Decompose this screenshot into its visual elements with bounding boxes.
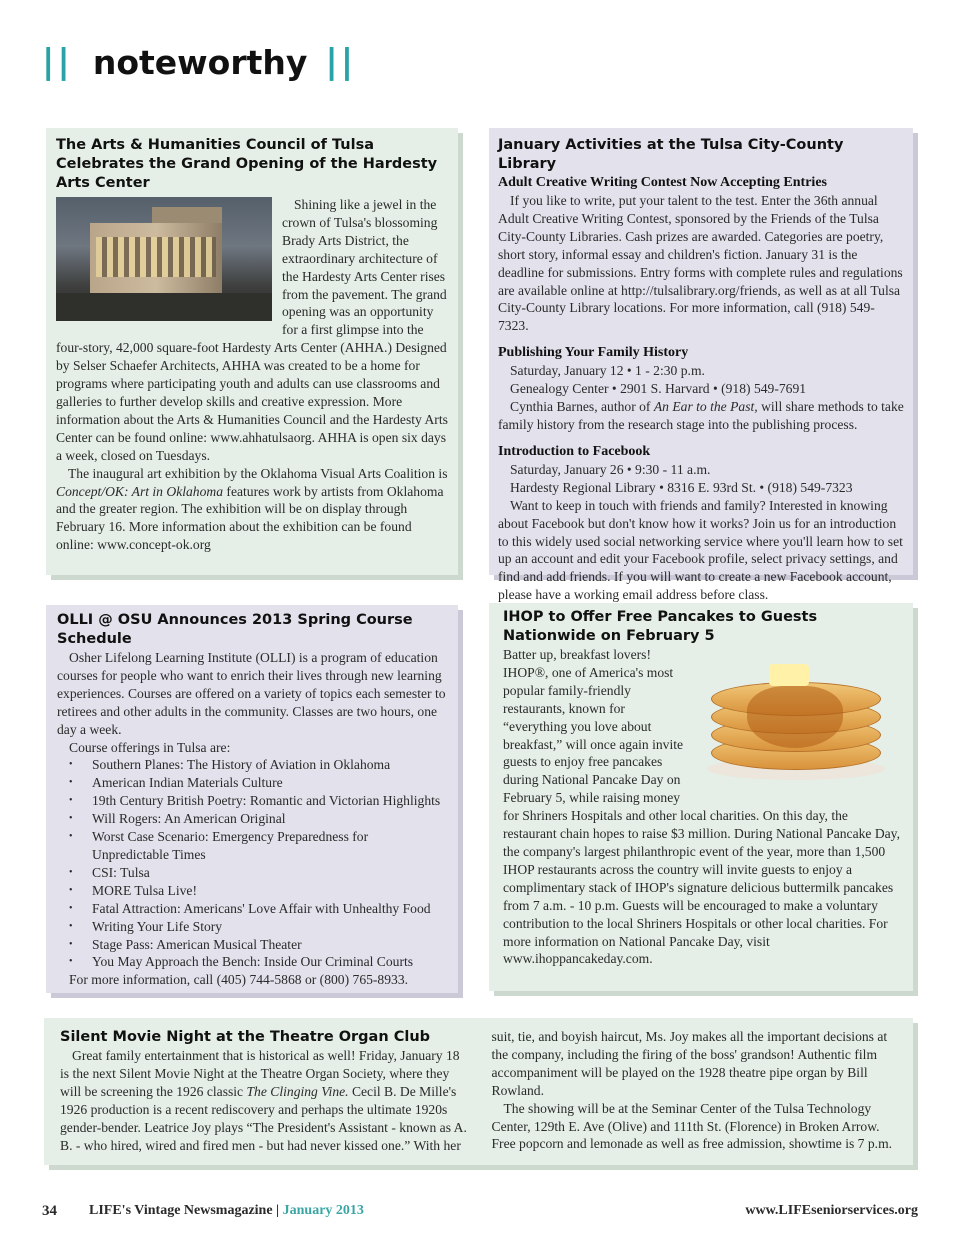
facebook-where: Hardesty Regional Library • 8316 E. 93rd St. • (918) 549-7323 — [510, 479, 853, 495]
bullet-icon: • — [69, 813, 73, 825]
book-title: An Ear to the Past, — [653, 399, 758, 415]
family-history-heading: Publishing Your Family History — [498, 345, 689, 361]
page-number: 34 — [42, 1203, 57, 1219]
course-label: Stage Pass: American Musical Theater — [92, 936, 302, 952]
silent-movie-article — [44, 1018, 913, 1165]
section-header — [42, 40, 356, 84]
silent-movie-title: Silent Movie Night at the Theatre Organ Club — [60, 1029, 431, 1045]
course-list — [57, 756, 448, 971]
olli-offerings-label: Course offerings in Tulsa are: — [69, 739, 231, 755]
bullet-icon: • — [69, 831, 73, 843]
course-label: Southern Planes: The History of Aviation in Oklahoma — [92, 757, 391, 773]
course-item — [69, 882, 448, 900]
course-label: CSI: Tulsa — [92, 864, 150, 880]
facebook-heading: Introduction to Facebook — [498, 443, 651, 459]
ihop-article — [489, 603, 913, 991]
bullet-icon: • — [69, 759, 73, 771]
course-item — [69, 900, 448, 918]
facebook-when: Saturday, January 26 • 9:30 - 11 a.m. — [510, 461, 711, 477]
course-label: Writing Your Life Story — [92, 918, 223, 934]
course-label: You May Approach the Bench: Inside Our Criminal Courts — [92, 954, 414, 970]
olli-title: OLLI @ OSU Announces 2013 Spring Course Schedule — [57, 612, 413, 647]
film-title: The Clinging Vine. — [246, 1083, 349, 1099]
bullet-icon: • — [69, 920, 73, 932]
course-item — [69, 918, 448, 936]
family-history-text: Cynthia Barnes, author of — [510, 399, 654, 415]
bullet-icon: • — [69, 938, 73, 950]
course-item — [69, 756, 448, 774]
facebook-body: Want to keep in touch with friends and family? Interested in knowing about Facebook but don't know how it works? Join us for an introduction to this widely used social networking service where you'll learn how to set up an account and edit your Facebook profile, select privacy settings, and find and add friends. If you will want to create a new Facebook account, please have a working email address before class. — [498, 497, 903, 603]
bullet-icon: • — [69, 884, 73, 896]
page-footer — [42, 1203, 918, 1223]
library-article — [489, 128, 913, 603]
hardesty-building-photo — [56, 197, 272, 321]
arts-paragraph-2 — [56, 465, 448, 555]
silent-movie-columns — [60, 1028, 899, 1156]
library-title: January Activities at the Tulsa City-County Library — [498, 137, 844, 172]
bullet-icon: • — [69, 866, 73, 878]
course-label: Worst Case Scenario: Emergency Preparedness for Unpredictable Times — [92, 829, 369, 862]
magazine-name — [89, 1203, 364, 1219]
course-label: American Indian Materials Culture — [92, 775, 283, 791]
course-item — [69, 774, 448, 792]
bullet-icon: • — [69, 956, 73, 968]
issue-date: January 2013 — [282, 1203, 364, 1218]
course-item — [69, 864, 448, 882]
header-bars-right: || — [325, 42, 357, 82]
silent-p1-rest: Cecil B. De Mille's 1926 production is a recent rediscovery and perhaps the ultimate 1920s gender-bender. Leatrice Joy plays “The President's Assistant - known as A. B. - who hired, wired and fired men - but had never kissed one.” With her suit, tie, and boyish haircut, Ms. Joy makes all the important decisions at the company, including the firing of the boss' grandson! Authentic film accompaniment will be played on the 1928 theatre pipe organ by Bill Rowland. — [60, 1029, 888, 1153]
bullet-icon: • — [69, 795, 73, 807]
course-item — [69, 792, 448, 810]
header-bars-left: || — [42, 42, 73, 82]
family-history-body — [498, 398, 905, 434]
course-item — [69, 953, 448, 971]
family-history-where: Genealogy Center • 2901 S. Harvard • (918) 549-7691 — [510, 381, 807, 397]
arts-title: The Arts & Humanities Council of Tulsa Celebrates the Grand Opening of the Hardesty Arts Center — [56, 137, 438, 191]
course-item — [69, 810, 448, 828]
website-url: www.LIFEseniorservices.org — [745, 1203, 918, 1218]
course-item — [69, 828, 448, 864]
ihop-body: Batter up, breakfast lovers! IHOP®, one of America's most popular family-friendly restaurants, known for “everything you love about breakfast,” will once again invite guests to enjoy free pancakes during National Pancake Day on February 5, while raising money for Shriners Hospitals and other local charities. On this day, the restaurant chain hopes to raise $3 million. During National Pancake Day, the company's largest philanthropic event of the year, more than 1,500 IHOP restaurants across the country will invite guests to enjoy a complimentary stack of IHOP's signature delicious buttermilk pancakes from 7 a.m. - 10 p.m. Guests will be encouraged to make a voluntary contribution to the local Shriners Hospitals or other local charities. For more information on National Pancake Day, visit www.ihoppancakeday.com. — [503, 647, 900, 967]
olli-contact: For more information, call (405) 744-5868 or (800) 765-8933. — [69, 972, 409, 988]
family-history-when: Saturday, January 12 • 1 - 2:30 p.m. — [510, 363, 705, 379]
page-title: noteworthy — [92, 42, 308, 82]
bullet-icon: • — [69, 902, 73, 914]
arts-article — [46, 128, 458, 575]
family-history-rest: will share methods to take family history from the research stage into the publishing process. — [498, 399, 904, 432]
course-label: 19th Century British Poetry: Romantic and Victorian Highlights — [92, 793, 441, 809]
course-item — [69, 936, 448, 954]
writing-contest-heading: Adult Creative Writing Contest Now Accepting Entries — [498, 175, 827, 190]
arts-paragraph-1: Shining like a jewel in the crown of Tulsa's blossoming Brady Arts District, the extraordinary architecture of the Hardesty Arts Center rises from the pavement. The grand opening was an opportunity for a first glimpse into the four-story, 42,000 square-foot Hardesty Arts Center (AHHA.) Designed by Selser Schaefer Architects, AHHA was created to be a home for programs where participating youth and adults can use classrooms and galleries to further develop skills and creative expression. More information about the Arts & Humanities Council and the Hardesty Arts Center can be found online: www.ahhatulsaorg. AHHA is open six days a week, closed on Tuesdays. — [56, 197, 448, 463]
writing-contest-body: If you like to write, put your talent to the test. Enter the 36th annual Adult Creative Writing Contest, sponsored by the Friends of the Tulsa City-County Libraries. Cash prizes are awarded. Categories are poetry, short story, informal essay and children's fiction. January 31 is the deadline for submissions. Entry forms with complete rules and regulations are available online at http://tulsalibrary.org/friends, as well as at all Tulsa City-County Library locations. For more information, call (918) 549-7323. — [498, 193, 903, 334]
exhibition-name: Concept/OK: Art in Oklahoma — [56, 483, 224, 499]
arts-p2-rest: features work by artists from Oklahoma and the greater region. The exhibition will be on display through February 16. More information about the exhibition can be found online: www.concept-ok.org — [56, 483, 444, 553]
ihop-title: IHOP to Offer Free Pancakes to Guests Nationwide on February 5 — [503, 609, 818, 644]
course-label: MORE Tulsa Live! — [92, 882, 197, 898]
bullet-icon: • — [69, 777, 73, 789]
pancake-stack-photo — [697, 646, 893, 796]
arts-p2-text: The inaugural art exhibition by the Oklahoma Visual Arts Coalition is — [68, 465, 448, 481]
magazine-title: LIFE's Vintage Newsmagazine | — [89, 1203, 280, 1218]
silent-movie-paragraph-2: The showing will be at the Seminar Center of the Tulsa Technology Center, 129th E. Ave (Olive) and 111th St. (Florence) in Broken Arrow. Free popcorn and lemonade as well as free admission, showtime is 7 p.m. — [491, 1100, 893, 1152]
olli-article — [46, 605, 458, 993]
olli-intro: Osher Lifelong Learning Institute (OLLI) is a program of education courses for people who want to enrich their lives through new learning experiences. Courses are offered on a variety of topics each semester to retirees and other adults in the community. Classes are two hours, one day a week. — [57, 650, 446, 737]
course-label: Fatal Attraction: Americans' Love Affair with Unhealthy Food — [92, 900, 431, 916]
silent-p1-text: Great family entertainment that is historical as well! Friday, January 18 is the next Silent Movie Night at the Theatre Organ Society, where they will be screening the 1926 classic — [60, 1048, 460, 1099]
course-label: Will Rogers: An American Original — [92, 811, 286, 827]
